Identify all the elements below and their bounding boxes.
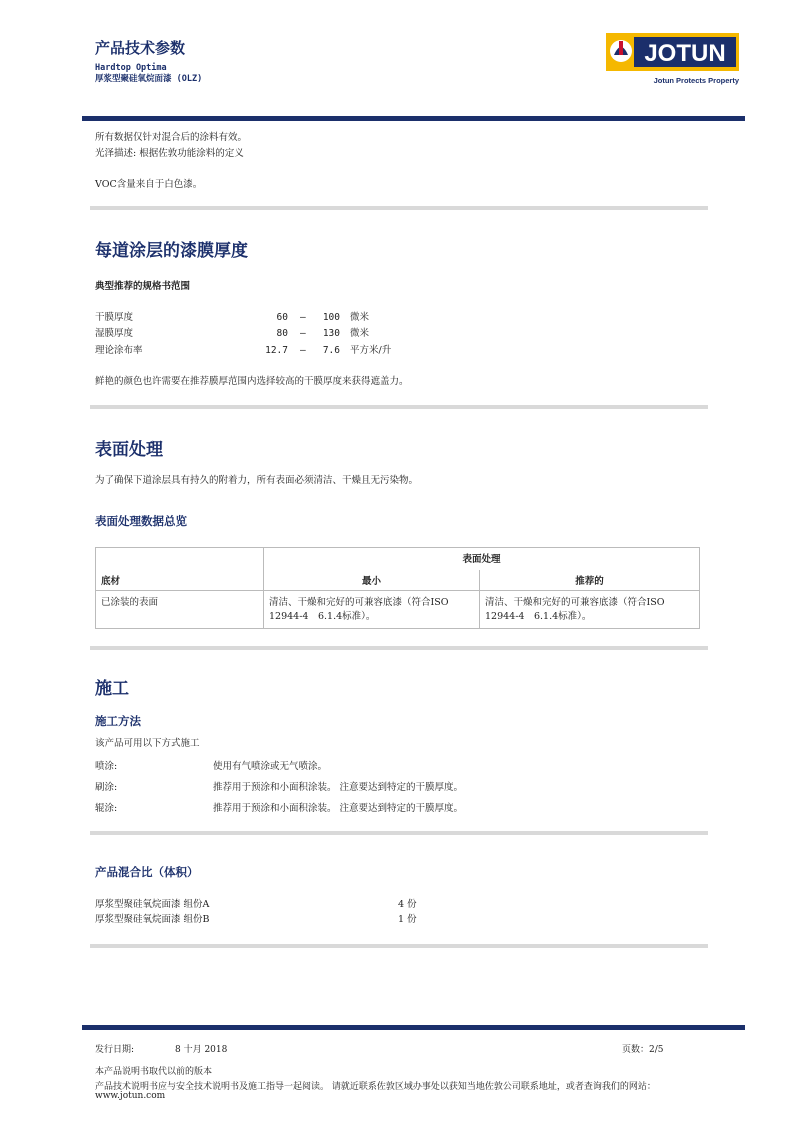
method-label: 喷涂: <box>95 761 118 772</box>
logo-tagline: Jotun Protects Property <box>653 76 739 85</box>
method-label: 刷涂: <box>95 782 118 793</box>
dft-row-unit: 平方米/升 <box>350 345 392 356</box>
dft-note: 鲜艳的颜色也许需要在推荐膜厚范围内选择较高的干膜厚度来获得遮盖力。 <box>95 376 409 387</box>
dft-row-max: 7.6 <box>322 345 340 356</box>
dft-heading: 每道涂层的漆膜厚度 <box>95 241 248 260</box>
section-divider <box>90 944 708 948</box>
col-rec: 推荐的 <box>480 570 700 591</box>
product-name: Hardtop Optima <box>95 63 167 73</box>
application-heading: 施工 <box>95 679 129 698</box>
col-group: 表面处理 <box>264 548 700 570</box>
method-text: 推荐用于预涂和小面积涂装。 注意要达到特定的干膜厚度。 <box>213 782 464 793</box>
dft-row-label: 干膜厚度 <box>95 312 134 323</box>
row-substrate: 已涂装的表面 <box>96 590 264 628</box>
section-divider <box>90 405 708 409</box>
footer-page: 页数：2/5 <box>622 1045 664 1055</box>
surface-table-title: 表面处理数据总览 <box>95 516 187 528</box>
method-text: 使用有气喷涂或无气喷涂。 <box>213 761 328 772</box>
header-rule <box>82 116 745 121</box>
dft-row-min: 60 <box>276 312 288 323</box>
intro-line-2: 光泽描述: 根据佐敦功能涂料的定义 <box>95 148 244 159</box>
dft-row-label: 理论涂布率 <box>95 345 143 356</box>
intro-line-1: 所有数据仅针对混合后的涂料有效。 <box>95 132 248 143</box>
logo-text: JOTUN <box>644 40 726 67</box>
row-rec: 清洁、干燥和完好的可兼容底漆（符合ISO 12944-4 6.1.4标准）。 <box>480 590 700 628</box>
application-sub: 施工方法 <box>95 716 141 728</box>
method-label: 辊涂: <box>95 803 118 814</box>
dft-row-min: 12.7 <box>265 345 288 356</box>
doc-title: 产品技术参数 <box>95 40 186 57</box>
product-name-block <box>95 63 202 85</box>
mix-label: 厚浆型聚硅氧烷面漆 组份A <box>95 899 210 910</box>
dft-row-max: 100 <box>322 312 340 323</box>
dft-row-dash: – <box>300 345 306 356</box>
dft-row-label: 湿膜厚度 <box>95 328 134 339</box>
col-substrate-label: 底材 <box>101 575 121 587</box>
product-subtitle: 厚浆型聚硅氧烷面漆 (OLZ) <box>95 74 203 84</box>
footer-url[interactable]: www.jotun.com <box>95 1091 166 1101</box>
footer-date-value: 8 十月 2018 <box>175 1045 228 1055</box>
section-divider <box>90 206 708 210</box>
mix-label: 厚浆型聚硅氧烷面漆 组份B <box>95 914 210 925</box>
footer-line-1: 本产品说明书取代以前的版本 <box>95 1067 213 1077</box>
dft-row-unit: 微米 <box>350 328 370 339</box>
surface-heading: 表面处理 <box>95 440 163 459</box>
section-divider <box>90 831 708 835</box>
dft-row-min: 80 <box>276 328 288 339</box>
surface-text: 为了确保下道涂层具有持久的附着力，所有表面必须清洁、干燥且无污染物。 <box>95 475 419 486</box>
intro-line-3: VOC含量来自于白色漆。 <box>95 179 203 190</box>
dft-row-unit: 微米 <box>350 312 370 323</box>
mix-value: 4 份 <box>398 899 417 910</box>
footer-rule <box>82 1025 745 1030</box>
col-substrate <box>96 548 264 591</box>
row-min: 清洁、干燥和完好的可兼容底漆（符合ISO 12944-4 6.1.4标准）。 <box>264 590 480 628</box>
col-min: 最小 <box>264 570 480 591</box>
dft-row-dash: – <box>300 312 306 323</box>
dft-row-dash: – <box>300 328 306 339</box>
dft-row-max: 130 <box>322 328 340 339</box>
dft-subheading: 典型推荐的规格书范围 <box>95 281 191 292</box>
section-divider <box>90 646 708 650</box>
application-intro: 该产品可用以下方式施工 <box>95 738 200 749</box>
mix-value: 1 份 <box>398 914 417 925</box>
method-text: 推荐用于预涂和小面积涂装。 注意要达到特定的干膜厚度。 <box>213 803 464 814</box>
surface-table <box>95 547 700 629</box>
mixing-heading: 产品混合比（体积） <box>95 867 199 879</box>
footer-line-2: 产品技术说明书应与安全技术说明书及施工指导一起阅读。 请就近联系佐敦区域办事处以获知当地佐敦公司联系地址，或者查询我们的网站： <box>95 1082 656 1092</box>
footer-date-label: 发行日期: <box>95 1045 135 1055</box>
jotun-logo <box>606 33 739 71</box>
